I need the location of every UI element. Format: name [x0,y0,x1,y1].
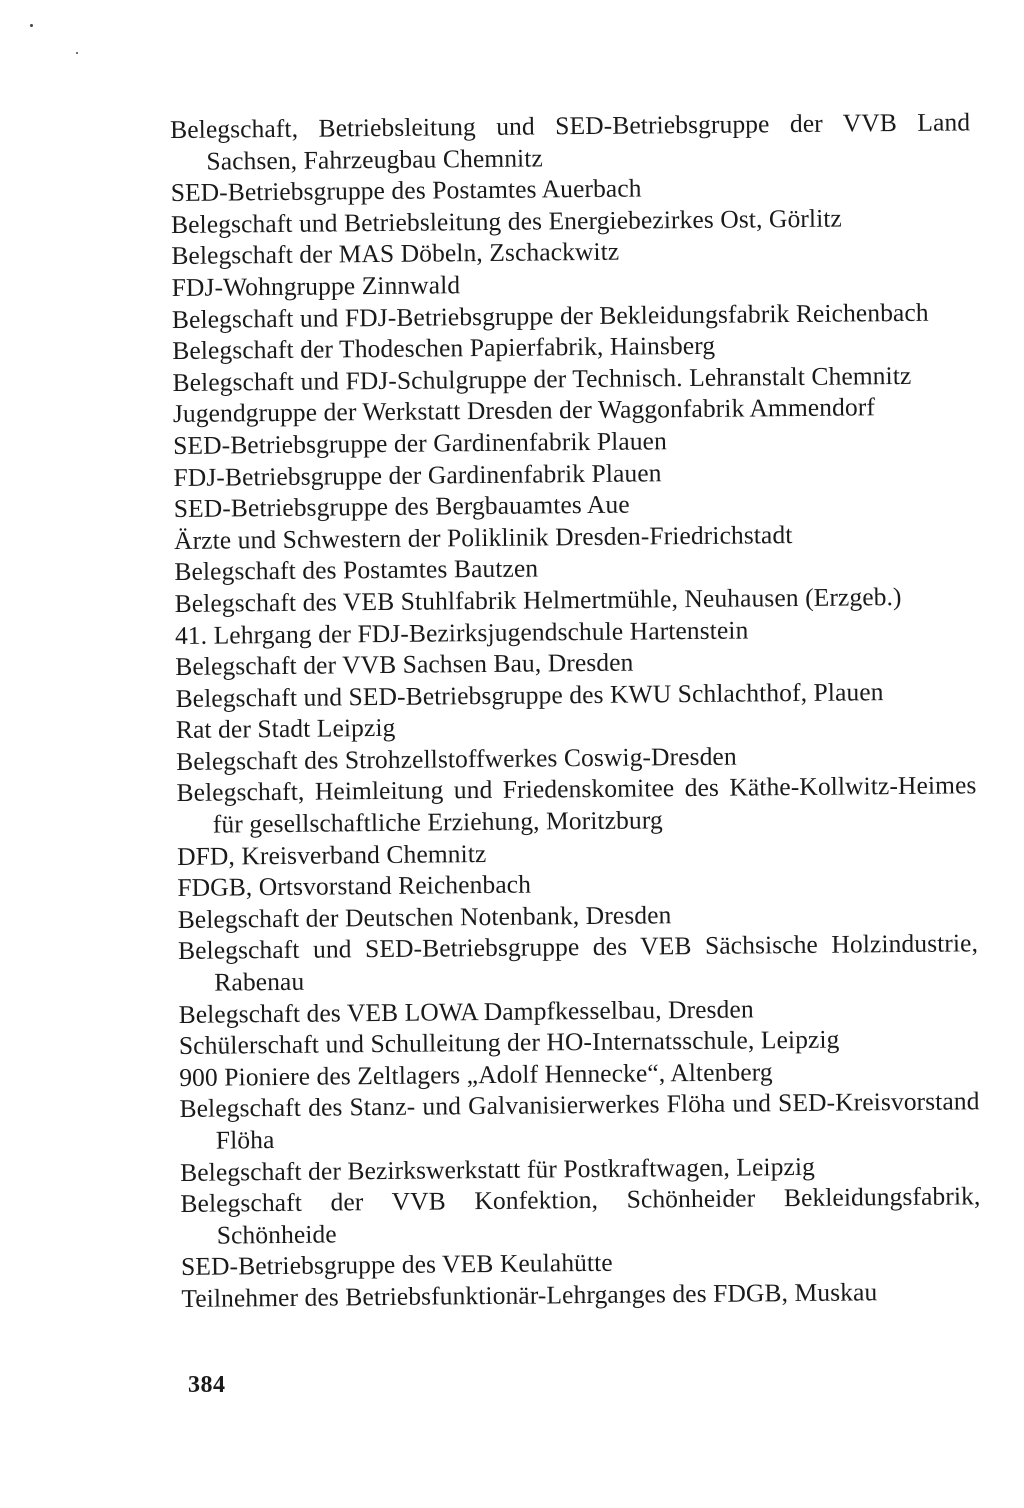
list-item: FDJ-Wohngruppe Zinnwald [171,270,461,302]
list-item: SED-Betriebsgruppe der Gardinenfabrik Plauen [173,426,668,460]
entry-list [170,106,981,1314]
list-item: Belegschaft und FDJ-Schulgruppe der Technisch. Lehranstalt Chemnitz [172,360,912,397]
list-item: SED-Betriebsgruppe des VEB Keulahütte [180,1248,613,1282]
paper-speck [30,24,33,27]
list-item: Belegschaft des VEB LOWA Dampfkesselbau, Dresden [178,994,754,1029]
list-item: Rat der Stadt Leipzig [175,713,396,745]
list-item: Ärzte und Schwestern der Poliklinik Dresden-Friedrichstadt [173,519,793,555]
list-item: Teilnehmer des Betriebsfunktionär-Lehrganges des FDGB, Muskau [181,1277,878,1313]
list-item: SED-Betriebsgruppe des Postamtes Auerbach [170,173,642,208]
list-item: Belegschaft der Thodeschen Papierfabrik, Hainsberg [172,330,716,366]
list-item: Belegschaft, Betriebsleitung und SED-Betriebsgruppe der VVB Land Sachsen, Fahrzeugbau Chemnitz [170,107,971,176]
list-item: Belegschaft des Stanz- und Galvanisierwerkes Flöha und SED-Kreisvorstand Flöha [179,1086,980,1155]
list-item: 41. Lehrgang der FDJ-Bezirksjugendschule Hartenstein [174,614,749,650]
list-item: Belegschaft der Bezirkswerkstatt für Postkraftwagen, Leipzig [180,1151,816,1187]
list-item: Belegschaft des VEB Stuhlfabrik Helmertmühle, Neuhausen (Erzgeb.) [174,581,902,618]
list-item: Belegschaft der VVB Sachsen Bau, Dresden [175,647,634,682]
list-item: Jugendgruppe der Werkstatt Dresden der Waggonfabrik Ammendorf [172,392,876,429]
paper-speck [76,52,78,54]
list-item: Belegschaft und Betriebsleitung des Energiebezirkes Ost, Görlitz [170,203,843,239]
list-item: Belegschaft und SED-Betriebsgruppe des VEB Sächsische Holzindustrie, Rabenau [177,928,979,997]
list-item: Belegschaft der Deutschen Notenbank, Dresden [177,900,672,934]
list-item: DFD, Kreisverband Chemnitz [176,838,487,871]
list-item: Belegschaft und FDJ-Betriebsgruppe der Bekleidungsfabrik Reichenbach [171,297,929,334]
list-item: Belegschaft, Heimleitung und Friedenskomitee des Käthe-Kollwitz-Heimes für gesellschaftliche Erziehung, Moritzburg [176,770,977,839]
list-item: Belegschaft des Postamtes Bautzen [174,553,539,587]
list-item: SED-Betriebsgruppe des Bergbauamtes Aue [173,489,630,524]
page-number: 384 [188,1372,226,1398]
list-item: 900 Pioniere des Zeltlagers „Adolf Hennecke“, Altenberg [179,1057,773,1092]
list-item: Belegschaft und SED-Betriebsgruppe des KWU Schlachthof, Plauen [175,676,884,713]
list-item: FDJ-Betriebsgruppe der Gardinenfabrik Plauen [173,457,662,492]
list-item: Belegschaft des Strohzellstoffwerkes Coswig-Dresden [176,741,737,776]
list-item: Belegschaft der MAS Döbeln, Zschackwitz [171,237,620,271]
list-item: FDGB, Ortsvorstand Reichenbach [177,869,532,903]
list-item: Belegschaft der VVB Konfektion, Schönheider Bekleidungsfabrik, Schönheide [180,1181,981,1250]
list-item: Schülerschaft und Schulleitung der HO-Internatsschule, Leipzig [178,1024,840,1061]
